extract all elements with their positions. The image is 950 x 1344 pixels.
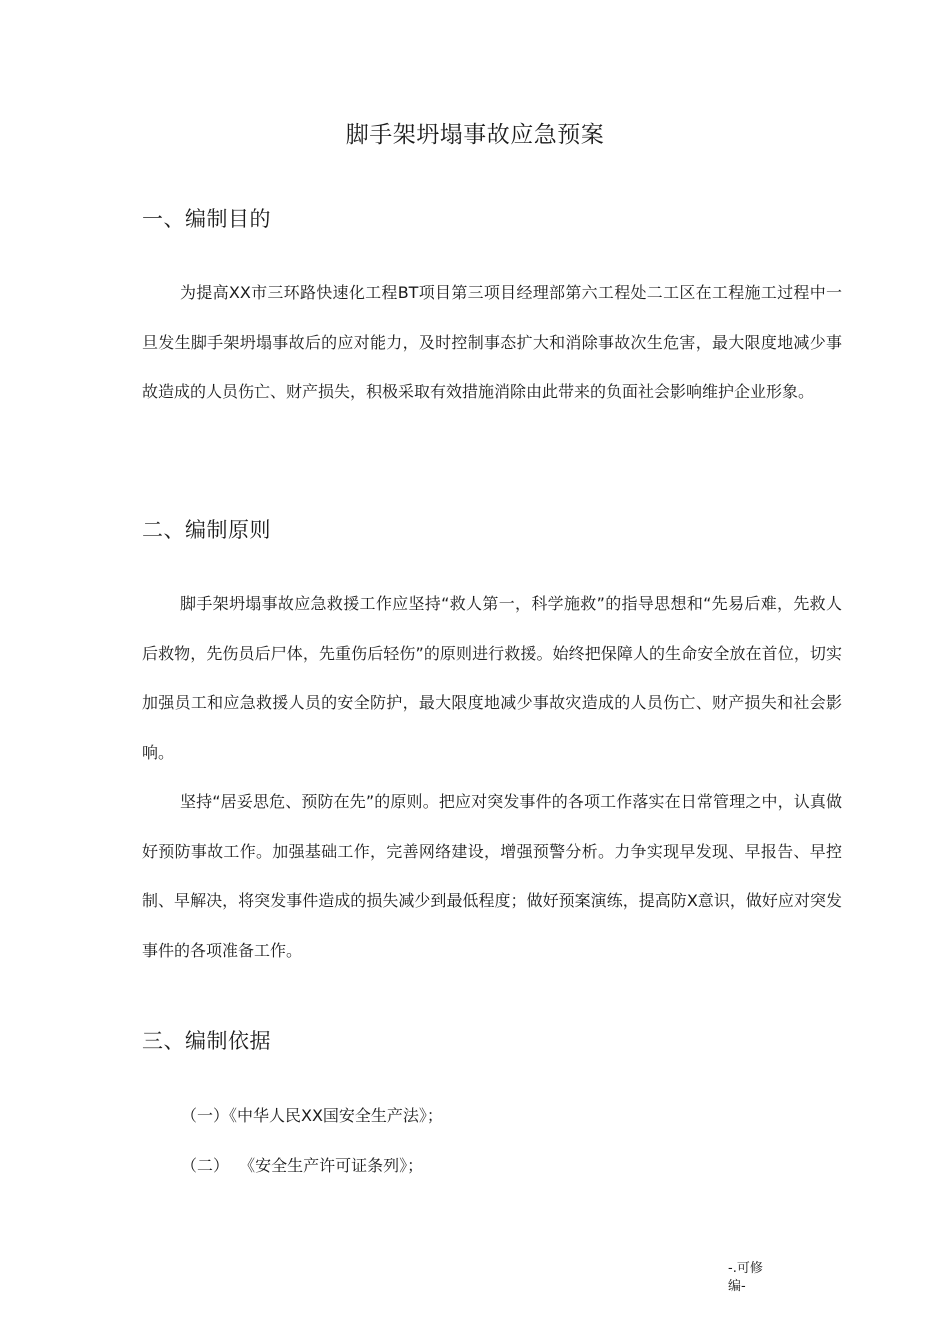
document-title: 脚手架坍塌事故应急预案: [345, 122, 605, 148]
section-heading-principles: 二、编制原则: [142, 518, 271, 542]
paragraph-principles-1: 脚手架坍塌事故应急救援工作应坚持“救人第一，科学施救”的指导思想和“先易后难，先救人后救物，先伤员后尸体，先重伤后轻伤”的原则进行救援。始终把保障人的生命安全放在首位，切实加强员工和应急救援人员的安全防护，最大限度地减少事故灾造成的人员伤亡、财产损失和社会影响。: [142, 594, 842, 762]
paragraph-principles-2: 坚持“居妥思危、预防在先”的原则。把应对突发事件的各项工作落实在日常管理之中，认真做好预防事故工作。加强基础工作，完善网络建设，增强预警分析。力争实现早发现、早报告、早控制、早解决，将突发事件造成的损失减少到最低程度；做好预案演练，提高防X意识，做好应对突发事件的各项准备工作。: [142, 792, 842, 960]
reference-item-2: （二） 《安全生产许可证条列》；: [181, 1156, 424, 1175]
paragraph-purpose: 为提高XX市三环路快速化工程BT项目第三项目经理部第六工程处二工区在工程施工过程中一旦发生脚手架坍塌事故后的应对能力，及时控制事态扩大和消除事故次生危害，最大限度地减少事故造成的人员伤亡、财产损失，积极采取有效措施消除由此带来的负面社会影响维护企业形象。: [142, 283, 842, 401]
section-heading-purpose: 一、编制目的: [142, 207, 271, 231]
section-heading-basis: 三、编制依据: [142, 1029, 271, 1053]
footer-note: -.可修编-: [728, 1261, 763, 1294]
reference-item-1: （一）《中华人民XX国安全生产法》；: [181, 1106, 443, 1125]
